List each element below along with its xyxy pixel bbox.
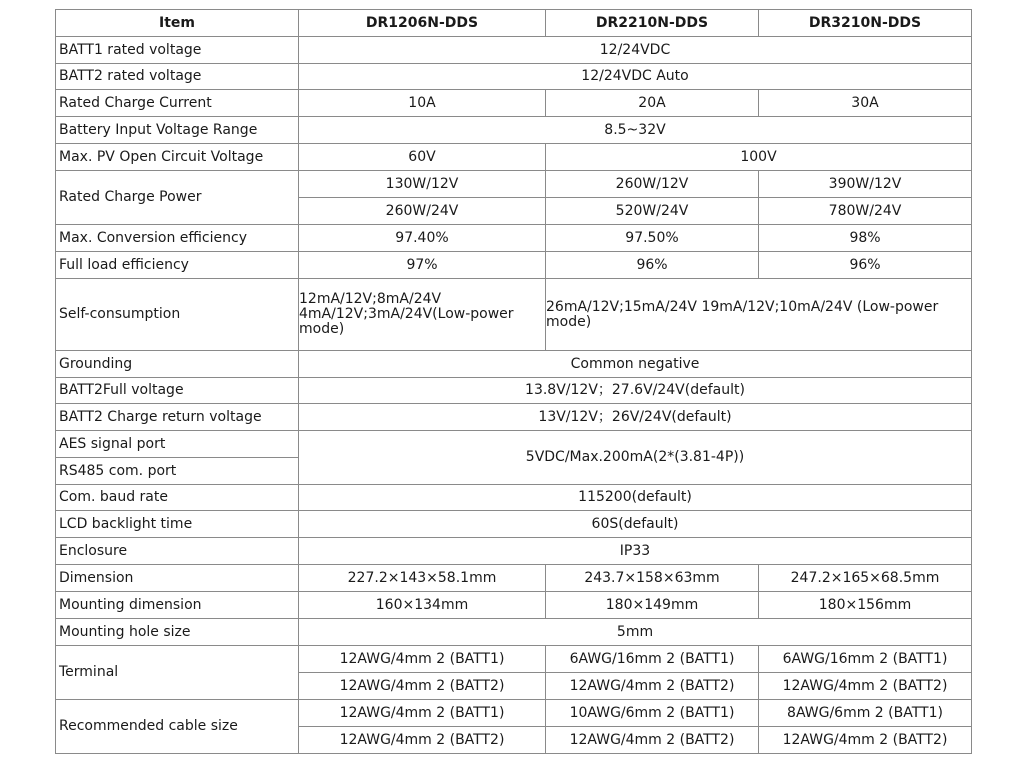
row-label: Grounding — [56, 351, 299, 378]
cell-model-2: 20A — [546, 90, 759, 117]
row-label: Terminal — [56, 646, 299, 700]
table-row — [56, 90, 972, 117]
cell-model-1: 10A — [299, 90, 546, 117]
row-label: Self-consumption — [56, 279, 299, 351]
table-row — [56, 225, 972, 252]
row-label: Enclosure — [56, 538, 299, 565]
row-label: BATT2Full voltage — [56, 378, 299, 404]
row-label: Rated Charge Current — [56, 90, 299, 117]
cell-model-1: 12AWG/4mm 2 (BATT2) — [299, 727, 546, 754]
cell-value: 12/24VDC Auto — [299, 64, 972, 90]
cell-value: IP33 — [299, 538, 972, 565]
cell-model-3: 390W/12V — [759, 171, 972, 198]
cell-model-1: 160×134mm — [299, 592, 546, 619]
table-row — [56, 171, 972, 198]
cell-value: 5VDC/Max.200mA(2*(3.81-4P)) — [299, 431, 972, 485]
row-label: Rated Charge Power — [56, 171, 299, 225]
row-label: LCD backlight time — [56, 511, 299, 538]
table-row — [56, 117, 972, 144]
cell-model-3: 30A — [759, 90, 972, 117]
table-row — [56, 431, 972, 458]
cell-model-3: 98% — [759, 225, 972, 252]
spec-table — [55, 9, 972, 754]
row-label: Battery Input Voltage Range — [56, 117, 299, 144]
table-row — [56, 279, 972, 351]
row-label: Max. Conversion efficiency — [56, 225, 299, 252]
cell-model-1: 60V — [299, 144, 546, 171]
cell-model-3: 780W/24V — [759, 198, 972, 225]
row-label: Recommended cable size — [56, 700, 299, 754]
row-label: RS485 com. port — [56, 458, 299, 485]
header-model-2: DR2210N-DDS — [546, 10, 759, 37]
cell-value: Common negative — [299, 351, 972, 378]
cell-value: 115200(default) — [299, 485, 972, 511]
cell-model-1: 97.40% — [299, 225, 546, 252]
table-row — [56, 485, 972, 511]
cell-model-2: 180×149mm — [546, 592, 759, 619]
cell-model-3: 6AWG/16mm 2 (BATT1) — [759, 646, 972, 673]
cell-model-1: 12mA/12V;8mA/24V 4mA/12V;3mA/24V(Low-power mode) — [299, 279, 546, 351]
cell-model-3: 12AWG/4mm 2 (BATT2) — [759, 727, 972, 754]
row-label: BATT2 Charge return voltage — [56, 404, 299, 431]
cell-model-2: 520W/24V — [546, 198, 759, 225]
cell-model-2: 260W/12V — [546, 171, 759, 198]
cell-value: 8.5~32V — [299, 117, 972, 144]
row-label: BATT1 rated voltage — [56, 37, 299, 64]
cell-model-2-3: 26mA/12V;15mA/24V 19mA/12V;10mA/24V (Low-power mode) — [546, 279, 972, 351]
cell-model-2: 12AWG/4mm 2 (BATT2) — [546, 727, 759, 754]
table-row — [56, 404, 972, 431]
row-label: Full load efficiency — [56, 252, 299, 279]
table-row — [56, 646, 972, 673]
cell-model-2: 97.50% — [546, 225, 759, 252]
table-row — [56, 351, 972, 378]
cell-model-2: 10AWG/6mm 2 (BATT1) — [546, 700, 759, 727]
header-model-3: DR3210N-DDS — [759, 10, 972, 37]
table-row — [56, 619, 972, 646]
cell-model-2: 96% — [546, 252, 759, 279]
cell-model-3: 96% — [759, 252, 972, 279]
cell-model-3: 247.2×165×68.5mm — [759, 565, 972, 592]
cell-model-1: 12AWG/4mm 2 (BATT1) — [299, 700, 546, 727]
header-item: Item — [56, 10, 299, 37]
table-row — [56, 144, 972, 171]
table-row — [56, 511, 972, 538]
table-row — [56, 700, 972, 727]
cell-value: 13.8V/12V；27.6V/24V(default) — [299, 378, 972, 404]
cell-model-2: 12AWG/4mm 2 (BATT2) — [546, 673, 759, 700]
row-label: Mounting dimension — [56, 592, 299, 619]
table-row — [56, 565, 972, 592]
cell-model-3: 180×156mm — [759, 592, 972, 619]
table-row — [56, 252, 972, 279]
cell-value: 60S(default) — [299, 511, 972, 538]
cell-model-1: 227.2×143×58.1mm — [299, 565, 546, 592]
row-label: AES signal port — [56, 431, 299, 458]
table-row — [56, 37, 972, 64]
cell-value: 12/24VDC — [299, 37, 972, 64]
row-label: Max. PV Open Circuit Voltage — [56, 144, 299, 171]
cell-model-2-3: 100V — [546, 144, 972, 171]
table-row — [56, 378, 972, 404]
row-label: Com. baud rate — [56, 485, 299, 511]
table-row — [56, 538, 972, 565]
cell-model-3: 8AWG/6mm 2 (BATT1) — [759, 700, 972, 727]
table-row — [56, 64, 972, 90]
table-row — [56, 592, 972, 619]
header-row — [56, 10, 972, 37]
cell-model-1: 12AWG/4mm 2 (BATT1) — [299, 646, 546, 673]
cell-model-1: 97% — [299, 252, 546, 279]
cell-model-1: 12AWG/4mm 2 (BATT2) — [299, 673, 546, 700]
cell-model-2: 6AWG/16mm 2 (BATT1) — [546, 646, 759, 673]
cell-model-1: 260W/24V — [299, 198, 546, 225]
cell-model-2: 243.7×158×63mm — [546, 565, 759, 592]
row-label: Mounting hole size — [56, 619, 299, 646]
cell-model-3: 12AWG/4mm 2 (BATT2) — [759, 673, 972, 700]
cell-value: 13V/12V；26V/24V(default) — [299, 404, 972, 431]
cell-model-1: 130W/12V — [299, 171, 546, 198]
row-label: BATT2 rated voltage — [56, 64, 299, 90]
row-label: Dimension — [56, 565, 299, 592]
header-model-1: DR1206N-DDS — [299, 10, 546, 37]
cell-value: 5mm — [299, 619, 972, 646]
